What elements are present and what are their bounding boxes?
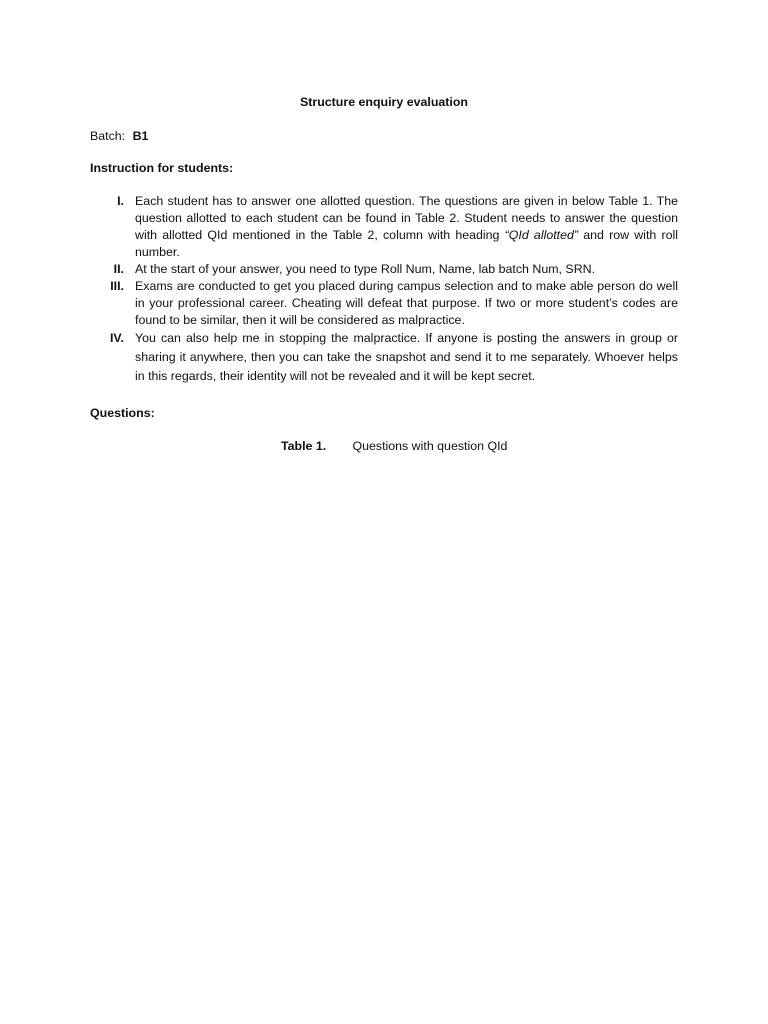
instruction-text: Exams are conducted to get you placed during campus selection and to make able person do well in your professional career. Cheating will defeat that purpose. If two or more student’s codes are found to be similar, then it will be considered as malpractice. xyxy=(135,279,678,327)
instruction-item xyxy=(90,329,678,386)
instruction-number: IV. xyxy=(109,331,124,345)
instruction-text: At the start of your answer, you need to type Roll Num, Name, lab batch Num, SRN. xyxy=(135,262,596,276)
instruction-item xyxy=(90,278,678,329)
instruction-text: Each student has to answer one allotted question. The questions are given in below Table 1. The question allotted to each student can be found in Table 2. Student needs to answer the question with allotted QId mentioned in the Table 2, column with heading xyxy=(135,194,678,242)
batch-line xyxy=(90,128,148,145)
instruction-text-end: and row with roll number. xyxy=(135,228,678,259)
instruction-text: You can also help me in stopping the malpractice. If anyone is posting the answers in group or sharing it anywhere, then you can take the snapshot and send it to me separately. Whoever helps in this regards, their identity will not be revealed and it will be kept secret. xyxy=(135,331,678,383)
instructions-heading: Instruction for students: xyxy=(90,161,234,175)
instruction-item xyxy=(90,261,678,278)
table-caption xyxy=(281,438,507,455)
instruction-number: III. xyxy=(110,279,124,293)
batch-value: B1 xyxy=(132,129,149,143)
instruction-number: I. xyxy=(117,194,124,208)
instruction-item xyxy=(90,193,678,261)
instruction-emphasis: “QId allotted” xyxy=(504,228,579,242)
instructions-list xyxy=(90,193,678,386)
table-caption-label: Table 1. xyxy=(281,439,327,453)
questions-heading: Questions: xyxy=(90,406,155,420)
table-caption-text: Questions with question QId xyxy=(352,439,508,453)
batch-label: Batch: xyxy=(90,129,126,143)
document-title: Structure enquiry evaluation xyxy=(300,95,468,109)
instruction-number: II. xyxy=(113,262,124,276)
